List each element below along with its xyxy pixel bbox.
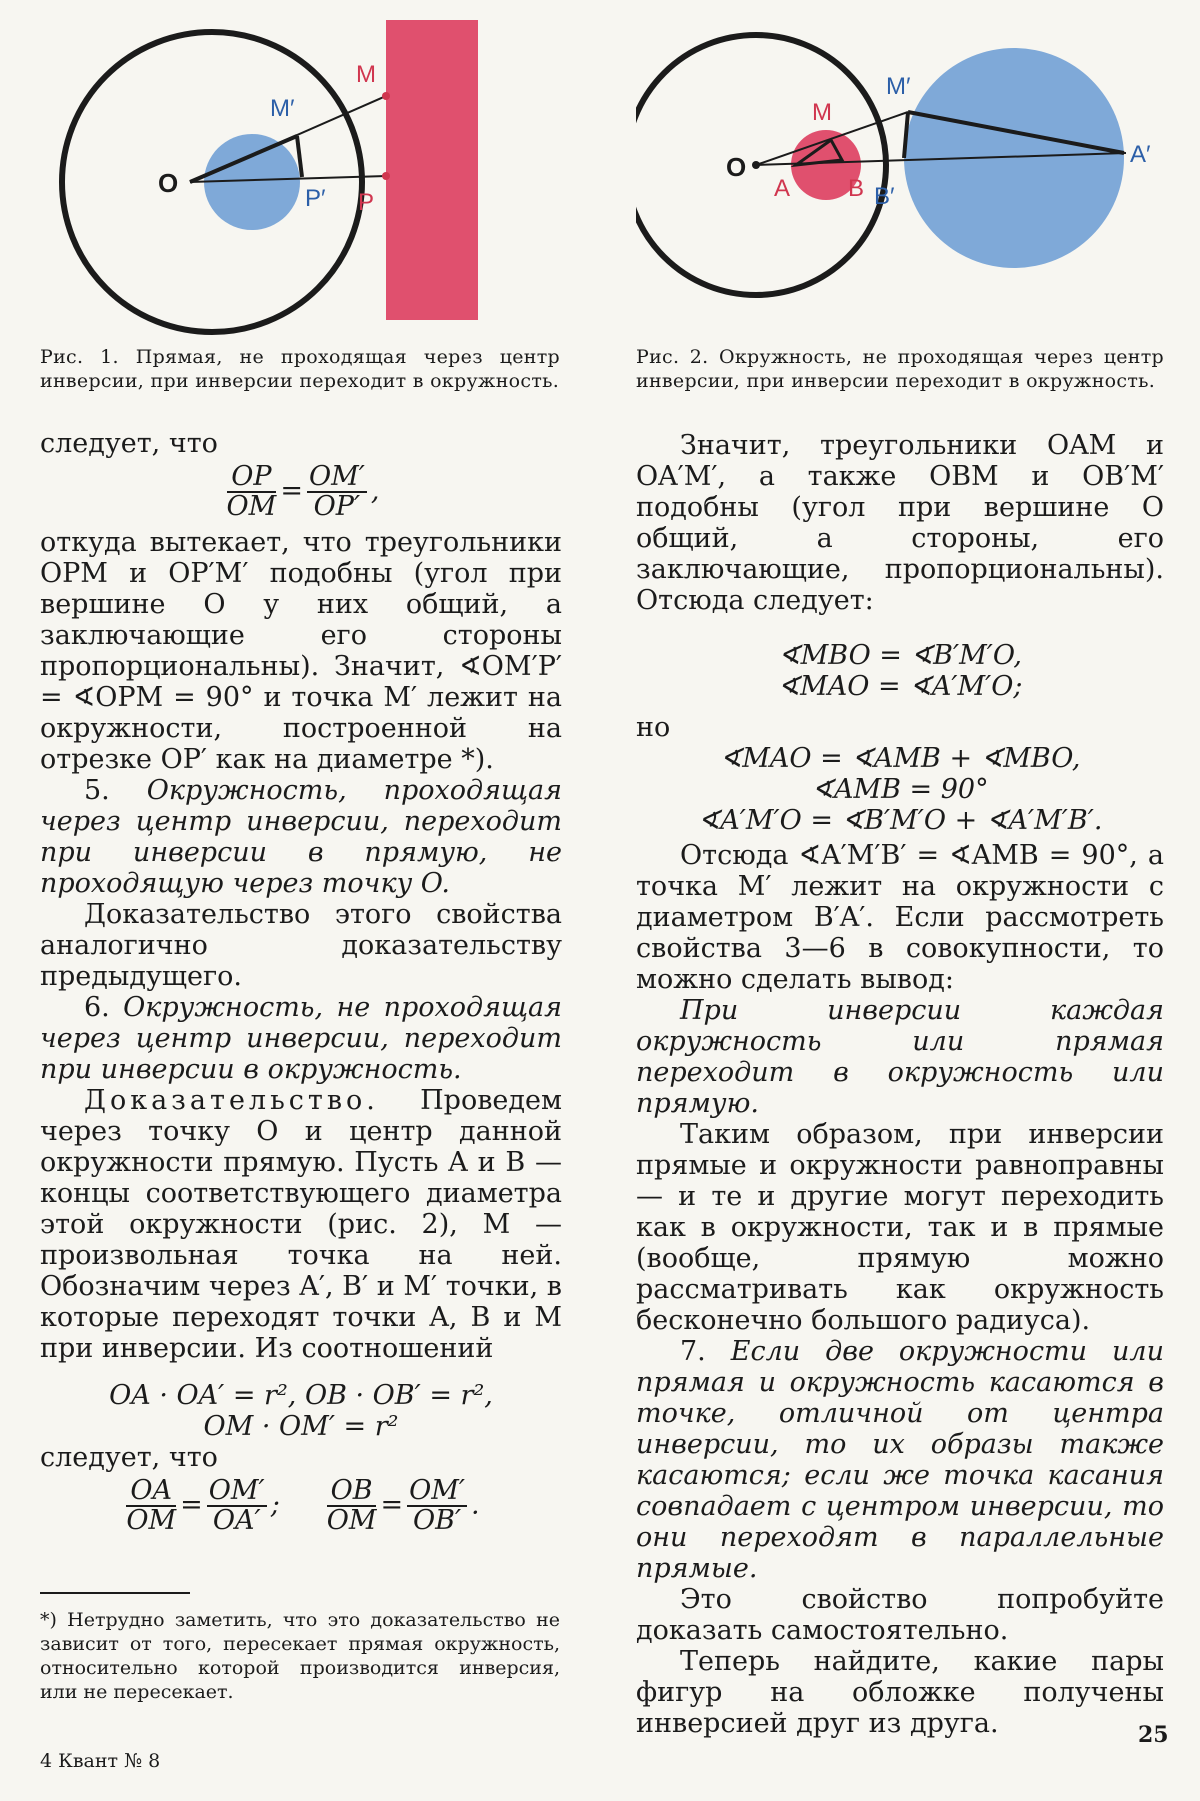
right-p4: При инверсии каждая окружность или прямая переходит в окружность или прямую.	[636, 995, 1164, 1119]
left-p7: следует, что	[40, 1442, 218, 1473]
right-formula-1b: ∢MAO = ∢A′M′O;	[777, 671, 1023, 702]
right-p6: 7. Если две окружности или прямая и окружность касаются в точке, отличной от центра инверсии, то их образы также касаются; если же точка касания совпадает с центром инверсии, то они переходят в параллельные прямые.	[636, 1336, 1164, 1584]
image-circle-big	[904, 48, 1124, 268]
formula-2b: OM · OM′ = r²	[203, 1411, 399, 1442]
half-plane-strip	[386, 20, 478, 320]
right-p8: Теперь найдите, какие пары фигур на обложке получены инверсией друг из друга.	[636, 1646, 1164, 1739]
right-formula-2a: ∢MAO = ∢AMB + ∢MBO,	[719, 743, 1081, 774]
label-b: B	[848, 175, 865, 202]
right-formula-1a: ∢MBO = ∢B′M′O,	[777, 640, 1023, 671]
frac-1: $\frac{OP}{OM}$	[226, 461, 277, 522]
left-p1: следует, что	[40, 428, 218, 459]
frac-2: $\frac{OM'}{OP'}$	[308, 461, 365, 522]
label-p: P	[358, 189, 375, 216]
page-number: 25	[1138, 1722, 1169, 1748]
formula-1: $\frac{OP}{OM}$ = $\frac{OM'}{OP'}$ ,	[226, 461, 380, 522]
frac-6: $\frac{OM'}{OB'}$	[409, 1475, 466, 1536]
label-m: M	[356, 61, 376, 88]
right-body	[636, 430, 1164, 1739]
label-mp: M′	[270, 95, 295, 122]
formula-2a: OA · OA′ = r², OB · OB′ = r²,	[109, 1380, 493, 1411]
right-p3: Отсюда ∢A′M′B′ = ∢AMB = 90°, а точка M′ лежит на окружности с диаметром B′A′. Если рассмотреть свойства 3—6 в совокупности, то можно сделать вывод:	[636, 840, 1164, 995]
figure-2	[636, 10, 1164, 340]
left-p3: 5. Окружность, проходящая через центр инверсии, переходит при инверсии в прямую, не проходящую через точку O.	[40, 775, 562, 899]
point-m	[382, 92, 390, 100]
footnote-rule	[40, 1592, 190, 1594]
point-o	[752, 161, 760, 169]
left-p4: Доказательство этого свойства аналогично доказательству предыдущего.	[40, 899, 562, 992]
formula-3: $\frac{OA}{OM}$ = $\frac{OM'}{OA'}$ ; $\frac{OB}{OM}$ = $\frac{OM'}{OB'}$ .	[126, 1475, 480, 1536]
left-p6: Доказательство. Проведем через точку O и центр данной окружности прямую. Пусть A и B — концы соответствующего диаметра этой окружности (рис. 2), M — произвольная точка на ней. Обозначим через A′, B′ и M′ точки, в которые переходят точки A, B и M при инверсии. Из соотношений	[40, 1085, 562, 1364]
label-mp: M′	[886, 73, 911, 100]
left-body	[40, 428, 562, 1535]
footnote: *) Нетрудно заметить, что это доказательство не зависит от того, пересекает прямая окружность, относительно которой производится инверсия, или не пересекает.	[40, 1609, 560, 1703]
right-formula-2b: ∢AMB = 90°	[811, 774, 989, 805]
frac-3: $\frac{OA}{OM}$	[126, 1475, 177, 1536]
signature-mark: 4 Квант № 8	[40, 1750, 161, 1772]
right-formula-2c: ∢A′M′O = ∢B′M′O + ∢A′M′B′.	[697, 805, 1103, 836]
right-p1: Значит, треугольники OAM и OA′M′, а также OBM и OB′M′ подобны (угол при вершине O общий, а стороны, его заключающие, пропорциональны). Отсюда следует:	[636, 430, 1164, 616]
label-o: O	[158, 168, 179, 198]
figure-2-caption: Рис. 2. Окружность, не проходящая через центр инверсии, при инверсии переходит в окружность.	[636, 346, 1164, 392]
label-bp: B′	[874, 183, 895, 210]
figure-1-caption: Рис. 1. Прямая, не проходящая через центр инверсии, при инверсии переходит в окружность.	[40, 346, 560, 392]
figure-1	[40, 10, 562, 340]
right-p7: Это свойство попробуйте доказать самостоятельно.	[636, 1584, 1164, 1646]
frac-5: $\frac{OB}{OM}$	[326, 1475, 377, 1536]
frac-4: $\frac{OM'}{OA'}$	[208, 1475, 265, 1536]
label-a: A	[774, 175, 791, 202]
left-p5: 6. Окружность, не проходящая через центр инверсии, переходит при инверсии в окружность.	[40, 992, 562, 1085]
left-p2: откуда вытекает, что треугольники OPM и OP′M′ подобны (угол при вершине O у них общий, а заключающие его стороны пропорциональны). Значит, ∢OM′P′ = ∢OPM = 90° и точка M′ лежит на окружности, построенной на отрезке OP′ как на диаметре *).	[40, 527, 562, 775]
label-m: M	[812, 99, 832, 126]
label-ap: A′	[1130, 141, 1151, 168]
point-p	[382, 172, 390, 180]
label-pp: P′	[305, 185, 326, 212]
right-p5: Таким образом, при инверсии прямые и окружности равноправны — и те и другие могут переходить как в окружности, так и в прямые (вообще, прямую можно рассматривать как окружность бесконечно большого радиуса).	[636, 1119, 1164, 1336]
right-p2: но	[636, 712, 671, 743]
label-o: O	[726, 152, 747, 182]
